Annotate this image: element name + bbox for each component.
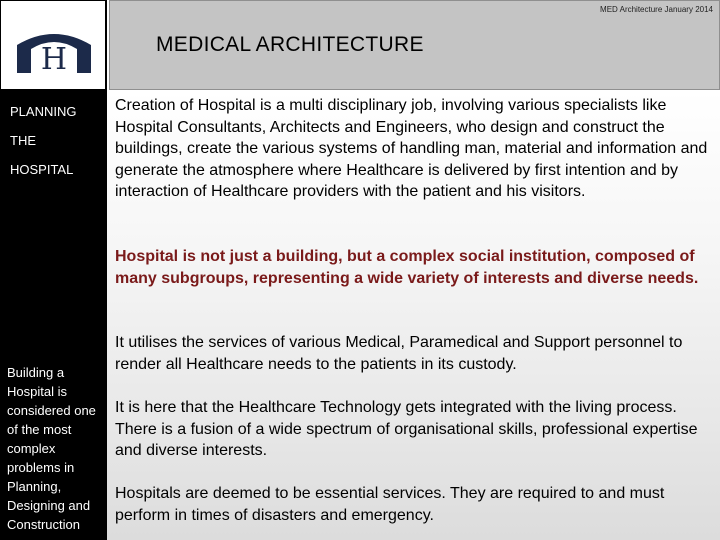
- hospital-logo-icon: [15, 29, 93, 75]
- header: [109, 0, 720, 90]
- sidebar-word-hospital: HOSPITAL: [10, 162, 74, 177]
- sidebar-word-planning: PLANNING: [10, 104, 77, 119]
- paragraph-essential: Hospitals are deemed to be essential services. They are required to and must perform in times of disasters and emergency.: [115, 485, 665, 524]
- content-area: [107, 90, 720, 540]
- sidebar-word-the: THE: [10, 133, 36, 148]
- sidebar-note: Building a Hospital is considered one of the most complex problems in Planning, Designing and Construction: [7, 365, 96, 532]
- paragraph-emphasis: Hospital is not just a building, but a complex social institution, composed of many subgroups, representing a wide variety of interests and diverse needs.: [115, 248, 699, 287]
- left-sidebar: [0, 0, 107, 540]
- paragraph-services: It utilises the services of various Medical, Paramedical and Support personnel to render all Healthcare needs to the patients in its custody.: [115, 334, 683, 373]
- header-meta: MED Architecture January 2014: [600, 5, 713, 14]
- logo-letter: H: [40, 42, 68, 75]
- logo: [1, 1, 105, 89]
- paragraph-technology: It is here that the Healthcare Technology gets integrated with the living process. There is a fusion of a wide spectrum of organisational skills, professional expertise and diverse interests.: [115, 399, 698, 460]
- page-title: MEDICAL ARCHITECTURE: [156, 33, 424, 56]
- paragraph-intro: Creation of Hospital is a multi disciplinary job, involving various specialists like Hospital Consultants, Architects and Engineers, who design and construct the buildings, create the various systems of handling man, material and information and generate the atmosphere where Healthcare is delivered by first intention and by interaction of Healthcare providers with the patient and his visitors.: [115, 97, 708, 201]
